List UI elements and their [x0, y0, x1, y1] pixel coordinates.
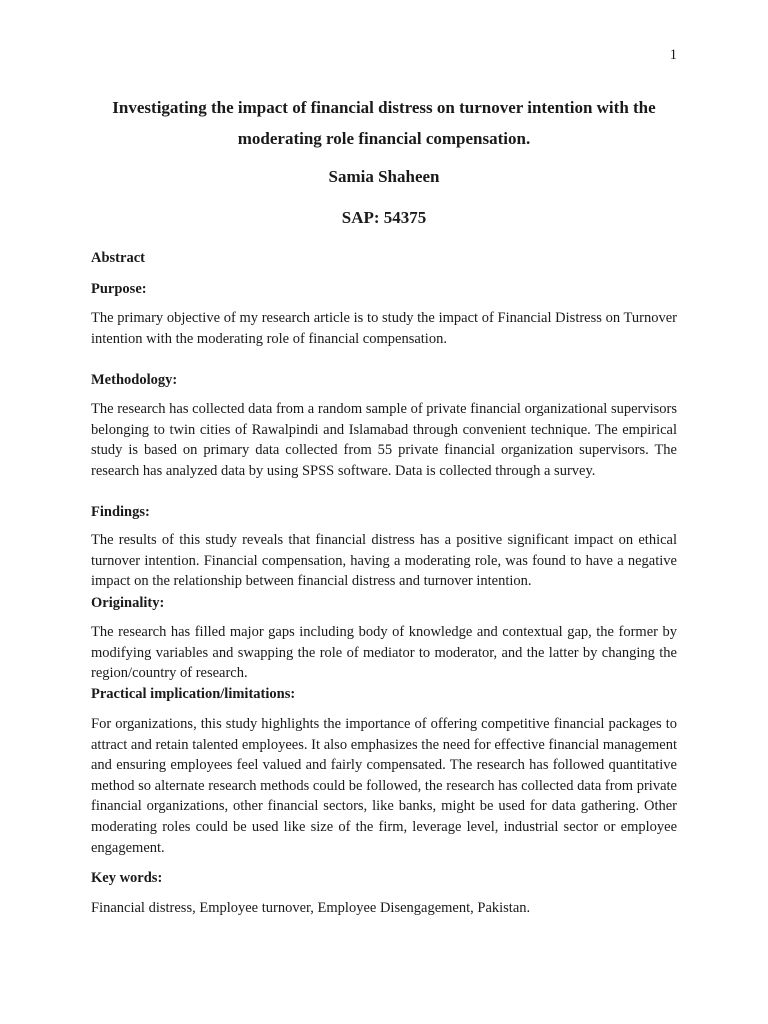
methodology-heading: Methodology: — [91, 372, 178, 388]
methodology-text: The research has collected data from a random sample of private financial organizational supervisors belonging to twin cities of Rawalpindi and Islamabad through convenient technique. The empirical study is based on primary data collected from 55 private financial organization supervisors. The research has analyzed data by using SPSS software. Data is collected through a survey. — [91, 401, 677, 479]
keywords-heading: Key words: — [91, 870, 163, 886]
practical-text: For organizations, this study highlights the importance of offering competitive financial packages to attract and retain talented employees. It also emphasizes the need for effective financial management and ensuring employees feel valued and fairly compensated. The research has followed quantitative method so alternate research methods could be followed, the research has collected data from private financial organizations, other financial sectors, like banks, might be used for data gathering. Other moderating roles could be used like size of the firm, leverage level, industrial sector or employee engagement. — [91, 716, 677, 856]
purpose-text: The primary objective of my research article is to study the impact of Financial Distress on Turnover intention with the moderating role of financial compensation. — [91, 310, 677, 347]
paper-title: Investigating the impact of financial distress on turnover intention with the moderating role financial compensation. — [112, 98, 656, 148]
sap-id: SAP: 54375 — [341, 208, 427, 227]
findings-text: The results of this study reveals that financial distress has a positive significant impact on ethical turnover intention. Financial compensation, having a moderating role, was found to have a negative impact on the relationship between financial distress and turnover intention. — [91, 532, 677, 590]
originality-heading: Originality: — [91, 595, 165, 611]
keywords-text: Financial distress, Employee turnover, Employee Disengagement, Pakistan. — [91, 900, 531, 916]
practical-heading: Practical implication/limitations: — [91, 686, 296, 702]
findings-heading: Findings: — [91, 504, 150, 520]
originality-text: The research has filled major gaps including body of knowledge and contextual gap, the former by modifying variables and swapping the role of mediator to moderator, and the latter by changing the region/country of research. — [91, 624, 677, 682]
page-number: 1 — [669, 47, 677, 63]
abstract-heading: Abstract — [91, 250, 145, 266]
purpose-heading: Purpose: — [91, 281, 147, 297]
author-name: Samia Shaheen — [328, 167, 440, 186]
